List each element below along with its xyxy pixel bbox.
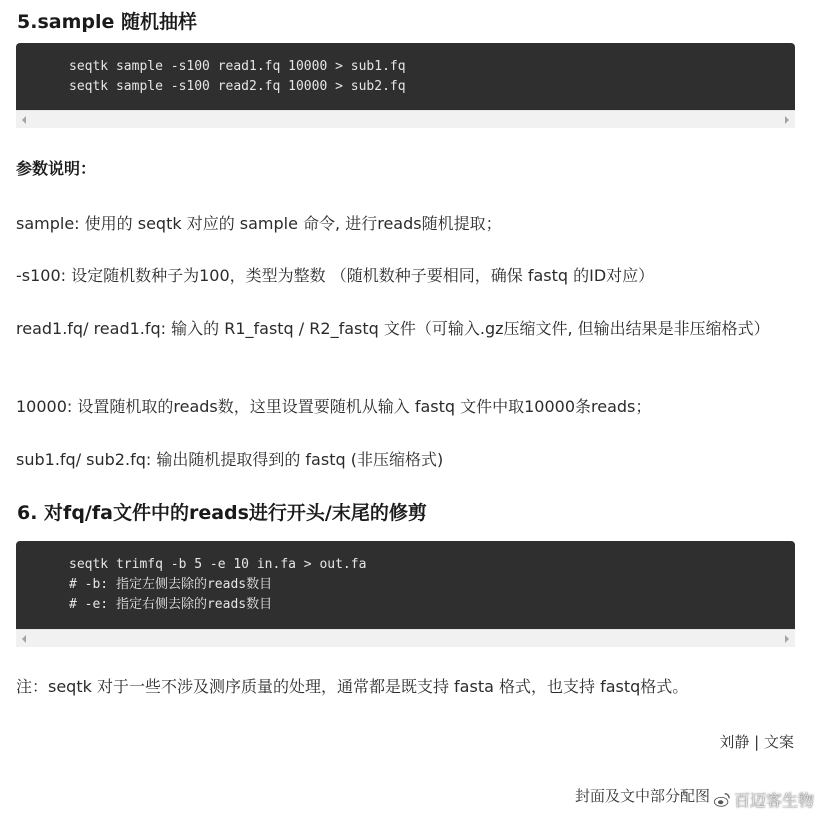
horizontal-scrollbar[interactable] bbox=[16, 110, 795, 128]
scroll-right-arrow-icon[interactable] bbox=[785, 116, 789, 124]
format-note: 注：seqtk 对于一些不涉及测序质量的处理，通常都是既支持 fasta 格式，也支持 fastq格式。 bbox=[16, 677, 689, 696]
params-label: 参数说明： bbox=[16, 159, 97, 178]
param-output: sub1.fq/ sub2.fq: 输出随机提取得到的 fastq (非压缩格式) bbox=[16, 450, 444, 469]
author-credit: 刘静 | 文案 bbox=[719, 733, 794, 751]
watermark bbox=[713, 788, 814, 811]
image-credit: 封面及文中部分配图 bbox=[574, 787, 710, 805]
section-5-heading: 5.sample 随机抽样 bbox=[17, 11, 197, 33]
param-input: read1.fq/ read1.fq: 输入的 R1_fastq / R2_fastq 文件（可输入.gz压缩文件, 但输出结果是非压缩格式） bbox=[16, 319, 770, 338]
code-comment-line: # -b: 指定左侧去除的reads数目 bbox=[69, 577, 273, 592]
weibo-icon bbox=[713, 791, 731, 809]
code-line: seqtk sample -s100 read1.fq 10000 > sub1.fq bbox=[69, 59, 406, 74]
code-line: seqtk sample -s100 read2.fq 10000 > sub2.fq bbox=[69, 79, 406, 94]
watermark-text: 百迈客生物 bbox=[733, 791, 814, 810]
section-6-heading: 6. 对fq/fa文件中的reads进行开头/末尾的修剪 bbox=[17, 502, 427, 524]
code-line: seqtk trimfq -b 5 -e 10 in.fa > out.fa bbox=[69, 557, 367, 572]
scroll-left-arrow-icon[interactable] bbox=[22, 635, 26, 643]
param-seed: -s100: 设定随机数种子为100，类型为整数 （随机数种子要相同，确保 fastq 的ID对应） bbox=[16, 266, 655, 285]
code-block-trimfq[interactable] bbox=[16, 541, 795, 647]
scroll-right-arrow-icon[interactable] bbox=[785, 635, 789, 643]
param-sample: sample: 使用的 seqtk 对应的 sample 命令, 进行reads随机提取； bbox=[16, 214, 502, 233]
code-comment-line: # -e: 指定右侧去除的reads数目 bbox=[69, 597, 273, 612]
code-content bbox=[16, 43, 795, 110]
param-count: 10000: 设置随机取的reads数，这里设置要随机从输入 fastq 文件中取10000条reads； bbox=[16, 397, 652, 416]
scroll-left-arrow-icon[interactable] bbox=[22, 116, 26, 124]
horizontal-scrollbar[interactable] bbox=[16, 629, 795, 647]
code-block-sample[interactable] bbox=[16, 43, 795, 128]
code-content bbox=[16, 541, 795, 629]
